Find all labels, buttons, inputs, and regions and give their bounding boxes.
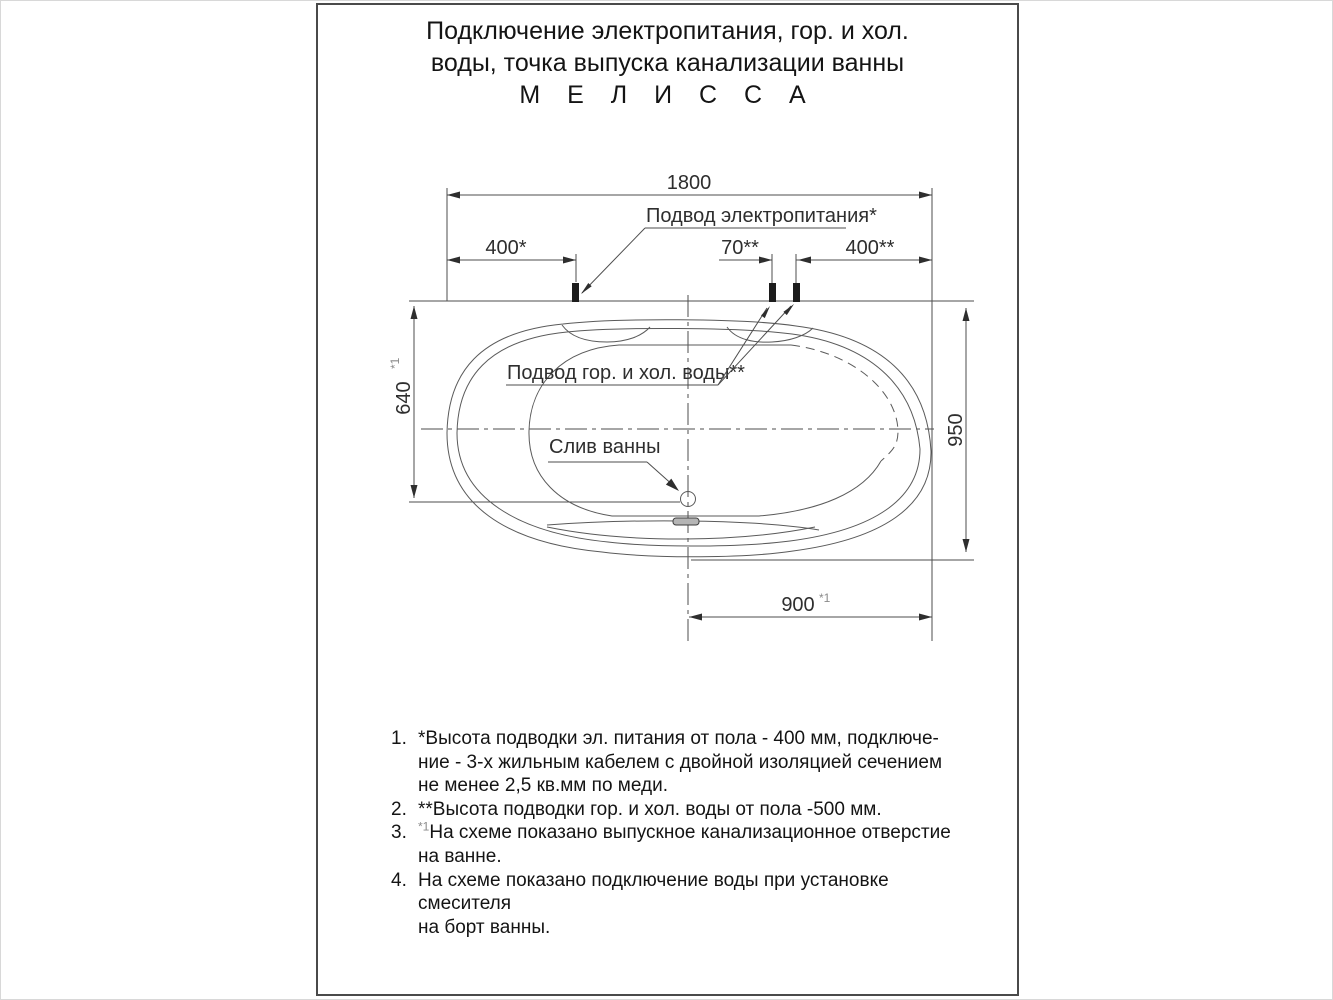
note-item-2 bbox=[391, 798, 966, 822]
note-line: На схеме показано подключение воды при установке смесителя bbox=[418, 869, 889, 915]
arrow-icon bbox=[919, 192, 932, 199]
notes-list bbox=[391, 727, 966, 939]
arrow-icon bbox=[783, 304, 794, 315]
dim-total-width-value: 950 bbox=[945, 413, 967, 447]
arrow-icon bbox=[447, 257, 460, 264]
hot-water-connection-mark bbox=[769, 283, 776, 302]
arrow-icon bbox=[963, 539, 970, 552]
water-supply-label: Подвод гор. и хол. воды** bbox=[507, 362, 745, 384]
arrow-icon bbox=[919, 257, 932, 264]
note-line: на ванне. bbox=[418, 845, 502, 867]
note-line: $^{*1}$На схеме показано выпускное канализационное отверстие bbox=[418, 820, 951, 844]
arrow-icon bbox=[563, 257, 576, 264]
dim-total-width bbox=[945, 308, 970, 552]
note-tolerance-marker: *1 bbox=[418, 820, 430, 835]
title-line-3-model-name: М Е Л И С С А bbox=[519, 81, 816, 109]
dim-total-length bbox=[447, 172, 932, 199]
note-line: **Высота подводки гор. и хол. воды от пола -500 мм. bbox=[418, 798, 882, 820]
arrow-icon bbox=[963, 308, 970, 321]
note-item-4 bbox=[391, 869, 966, 940]
dim-water-offset-value: 400** bbox=[845, 237, 895, 259]
arrow-icon bbox=[759, 257, 772, 264]
note-number: 4. bbox=[391, 869, 407, 891]
title-line-1: Подключение электропитания, гор. и хол. bbox=[426, 17, 909, 45]
connection-points bbox=[572, 283, 800, 302]
dim-total-length-value: 1800 bbox=[666, 172, 712, 194]
title-line-2: воды, точка выпуска канализации ванны bbox=[430, 49, 905, 77]
power-connection-mark bbox=[572, 283, 579, 302]
seat-curve-lower bbox=[547, 527, 815, 539]
dim-drain-from-top bbox=[388, 306, 418, 498]
dim-tolerance-marker: *1 bbox=[819, 591, 831, 605]
dim-drain-from-right-value: 900 bbox=[781, 594, 815, 616]
dim-power-offset-value: 400* bbox=[485, 237, 527, 259]
cold-water-connection-mark bbox=[793, 283, 800, 302]
center-lines bbox=[421, 295, 934, 641]
arrow-icon bbox=[761, 306, 770, 318]
note-item-1 bbox=[391, 727, 966, 798]
drain-label: Слив ванны bbox=[549, 436, 661, 458]
dim-power-offset bbox=[447, 237, 576, 264]
arrow-icon bbox=[919, 614, 932, 621]
dim-drain-from-right bbox=[689, 591, 932, 621]
power-supply-label: Подвод электропитания* bbox=[646, 205, 877, 227]
arrow-icon bbox=[411, 306, 418, 319]
dim-tolerance-marker: *1 bbox=[388, 357, 402, 369]
note-line: ние - 3-х жильным кабелем с двойной изоляцией сечением bbox=[418, 751, 943, 773]
note-line: не менее 2,5 кв.мм по меди. bbox=[418, 775, 668, 797]
dim-water-offset bbox=[796, 237, 932, 264]
arrow-icon bbox=[689, 614, 702, 621]
note-number: 1. bbox=[391, 728, 407, 749]
arrow-icon bbox=[447, 192, 460, 199]
note-number: 3. bbox=[391, 822, 407, 844]
dim-water-gap bbox=[719, 237, 772, 264]
headrest-recess-left bbox=[562, 325, 650, 342]
arrow-icon bbox=[798, 257, 811, 264]
dim-drain-from-top-value: 640 bbox=[393, 381, 415, 415]
dim-water-gap-value: 70** bbox=[721, 237, 759, 259]
leader-drain bbox=[548, 436, 679, 491]
note-number: 2. bbox=[391, 798, 407, 820]
note-item-3 bbox=[391, 821, 966, 868]
note-line: на борт ванны. bbox=[418, 916, 551, 938]
overflow-slot bbox=[673, 518, 699, 525]
arrow-icon bbox=[411, 485, 418, 498]
note-line: *Высота подводки эл. питания от пола - 400 мм, подключе- bbox=[418, 728, 939, 749]
bathtub-top-view bbox=[447, 320, 931, 557]
basin-dashed-edge bbox=[791, 345, 898, 461]
